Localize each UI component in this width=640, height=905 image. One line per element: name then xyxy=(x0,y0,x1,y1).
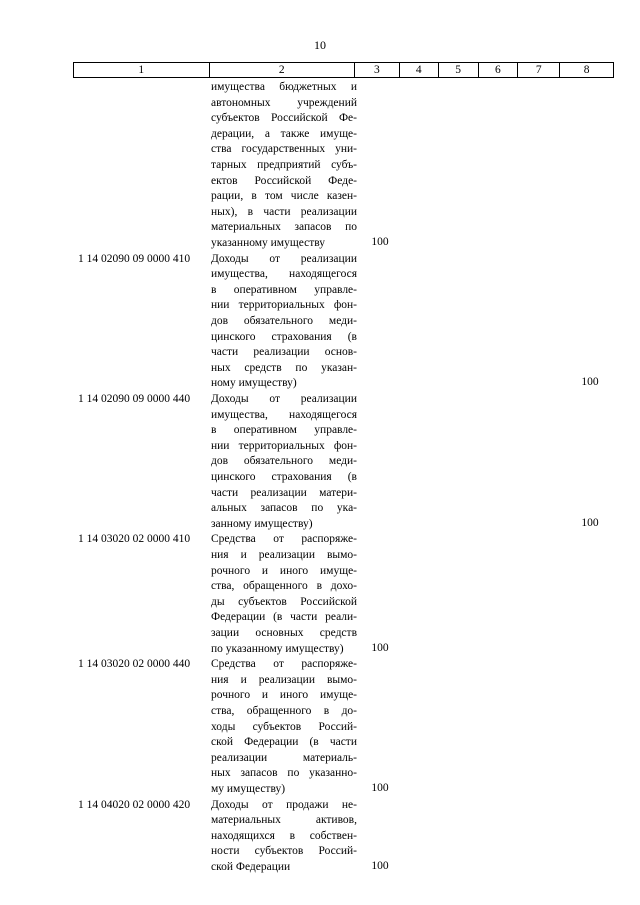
description-line: рочного и иного имуще- xyxy=(211,564,357,577)
header-col-3: 3 xyxy=(355,63,400,77)
header-col-1: 1 xyxy=(74,63,210,77)
description-line: Доходы от реализации xyxy=(211,393,357,405)
description-line: материальных запасов по xyxy=(211,221,357,234)
description-line: цинского страхования (в xyxy=(211,470,357,483)
description-line: имущества, находящегося xyxy=(211,268,357,281)
row-code: 1 14 02090 09 0000 410 xyxy=(78,252,191,265)
header-col-2: 2 xyxy=(210,63,355,77)
row-code: 1 14 04020 02 0000 420 xyxy=(78,798,191,811)
col3-value: 100 xyxy=(371,236,389,248)
description-line: материальных активов, xyxy=(211,814,357,827)
description-line: в оперативном управле- xyxy=(211,283,357,296)
description-line: в оперативном управле- xyxy=(211,424,357,437)
col3-value: 100 xyxy=(371,860,389,872)
col8-value: 100 xyxy=(581,376,599,389)
description-line: ской Федерации xyxy=(211,860,291,873)
description-line: субъектов Российской Фе- xyxy=(211,112,357,125)
col3-value: 100 xyxy=(371,641,389,654)
description-line: реализации материаль- xyxy=(211,751,357,764)
description-line: находящихся в собствен- xyxy=(211,829,357,842)
description-line: имущества бюджетных и xyxy=(211,81,357,93)
description-line: указанному имуществу xyxy=(211,236,326,249)
row-code: 1 14 03020 02 0000 440 xyxy=(78,658,191,671)
row-description xyxy=(211,392,357,532)
description-line: рочного и иного имуще- xyxy=(211,689,357,702)
description-line: части реализации основ- xyxy=(211,346,357,359)
row-description xyxy=(211,532,357,657)
description-line: цинского страхования (в xyxy=(211,330,357,343)
description-line: ды субъектов Российской xyxy=(211,595,357,608)
description-line: ных), в части реализации xyxy=(211,205,357,218)
row-description xyxy=(211,252,357,392)
description-line: ному имуществу) xyxy=(211,377,297,390)
col3-value: 100 xyxy=(371,782,389,794)
page-number: 10 xyxy=(314,38,326,52)
description-line: дерации, а также имуще- xyxy=(211,127,357,140)
description-line: альных запасов по ука- xyxy=(211,502,357,515)
description-line: рации, в том числе казен- xyxy=(211,190,357,203)
row-description xyxy=(211,80,357,252)
description-line: ства, обращенного в до- xyxy=(211,704,357,717)
description-line: автономных учреждений xyxy=(211,96,357,109)
table-header xyxy=(73,62,614,78)
description-line: ных запасов по указанно- xyxy=(211,767,357,780)
description-line: части реализации матери- xyxy=(211,486,357,499)
description-line: ных средств по указан- xyxy=(211,361,357,374)
description-line: ния и реализации вымо- xyxy=(211,673,357,686)
description-line: Средства от распоряже- xyxy=(211,658,357,671)
description-line: дов обязательного меди- xyxy=(211,455,357,468)
description-line: Доходы от продажи не- xyxy=(211,798,357,811)
description-line: Федерации (в части реали- xyxy=(211,611,357,624)
description-line: занному имуществу) xyxy=(211,517,313,530)
description-line: ния и реализации вымо- xyxy=(211,548,357,561)
description-line: Доходы от реализации xyxy=(211,252,357,265)
description-line: нии территориальных фон- xyxy=(211,299,357,312)
description-line: Средства от распоряже- xyxy=(211,533,357,546)
description-line: по указанному имуществу) xyxy=(211,642,344,655)
header-col-7: 7 xyxy=(518,63,560,77)
description-line: ходы субъектов Россий- xyxy=(211,720,357,733)
description-line: дов обязательного меди- xyxy=(211,314,357,327)
header-col-5: 5 xyxy=(439,63,479,77)
description-line: тарных предприятий субъ- xyxy=(211,158,357,171)
row-code: 1 14 02090 09 0000 440 xyxy=(78,393,191,405)
row-code: 1 14 03020 02 0000 410 xyxy=(78,533,191,546)
header-col-6: 6 xyxy=(479,63,519,77)
header-col-8: 8 xyxy=(583,64,590,76)
description-line: нии территориальных фон- xyxy=(211,439,357,452)
header-col-4: 4 xyxy=(400,63,439,77)
description-line: ства, обращенного в дохо- xyxy=(211,580,357,593)
row-description xyxy=(211,657,357,797)
description-line: ства государственных уни- xyxy=(211,143,357,156)
description-line: имущества, находящегося xyxy=(211,408,357,421)
description-line: ности субъектов Россий- xyxy=(211,845,357,858)
description-line: му имуществу) xyxy=(211,782,286,795)
description-line: зации основных средств xyxy=(211,626,357,639)
row-description xyxy=(211,798,357,876)
description-line: ектов Российской Феде- xyxy=(211,174,357,187)
description-line: ской Федерации (в части xyxy=(211,736,357,749)
col8-value: 100 xyxy=(581,516,599,529)
